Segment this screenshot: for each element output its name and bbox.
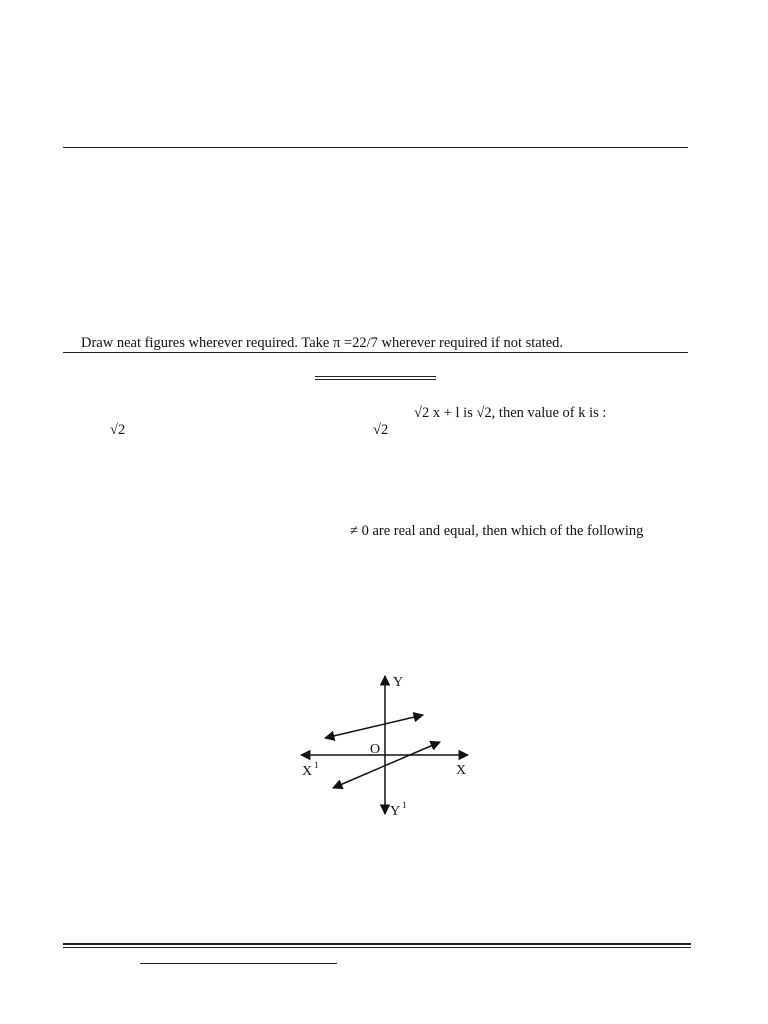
label-origin: O [370, 742, 381, 757]
question-1-stem: √2 x + l is √2, then value of k is : [414, 405, 607, 421]
label-y-prime: Y [390, 804, 401, 819]
coordinate-figure [290, 665, 490, 825]
label-x: X [456, 763, 467, 778]
question-2-stem: ≠ 0 are real and equal, then which of the following [350, 523, 644, 539]
label-x-prime-sup: 1 [314, 760, 319, 770]
question-1-option-c: √2 [373, 422, 389, 438]
question-1-option-a: √2 [110, 422, 126, 438]
upper-parallel-line [325, 715, 423, 738]
label-y-prime-sup: 1 [402, 800, 407, 810]
section-title-underline-bottom [315, 379, 436, 380]
footer-rule-top [63, 943, 691, 945]
footer-rule-bottom [63, 947, 691, 948]
footer-short-rule [140, 963, 337, 964]
instructions-text: Draw neat figures wherever required. Take π =22/7 wherever required if not stated. [81, 335, 564, 351]
section-title-underline-top [315, 376, 436, 377]
lower-parallel-line [333, 742, 440, 788]
instructions-bottom-rule [63, 352, 688, 353]
label-x-prime: X [302, 764, 313, 779]
header-top-rule [63, 147, 688, 148]
label-y: Y [393, 675, 404, 690]
